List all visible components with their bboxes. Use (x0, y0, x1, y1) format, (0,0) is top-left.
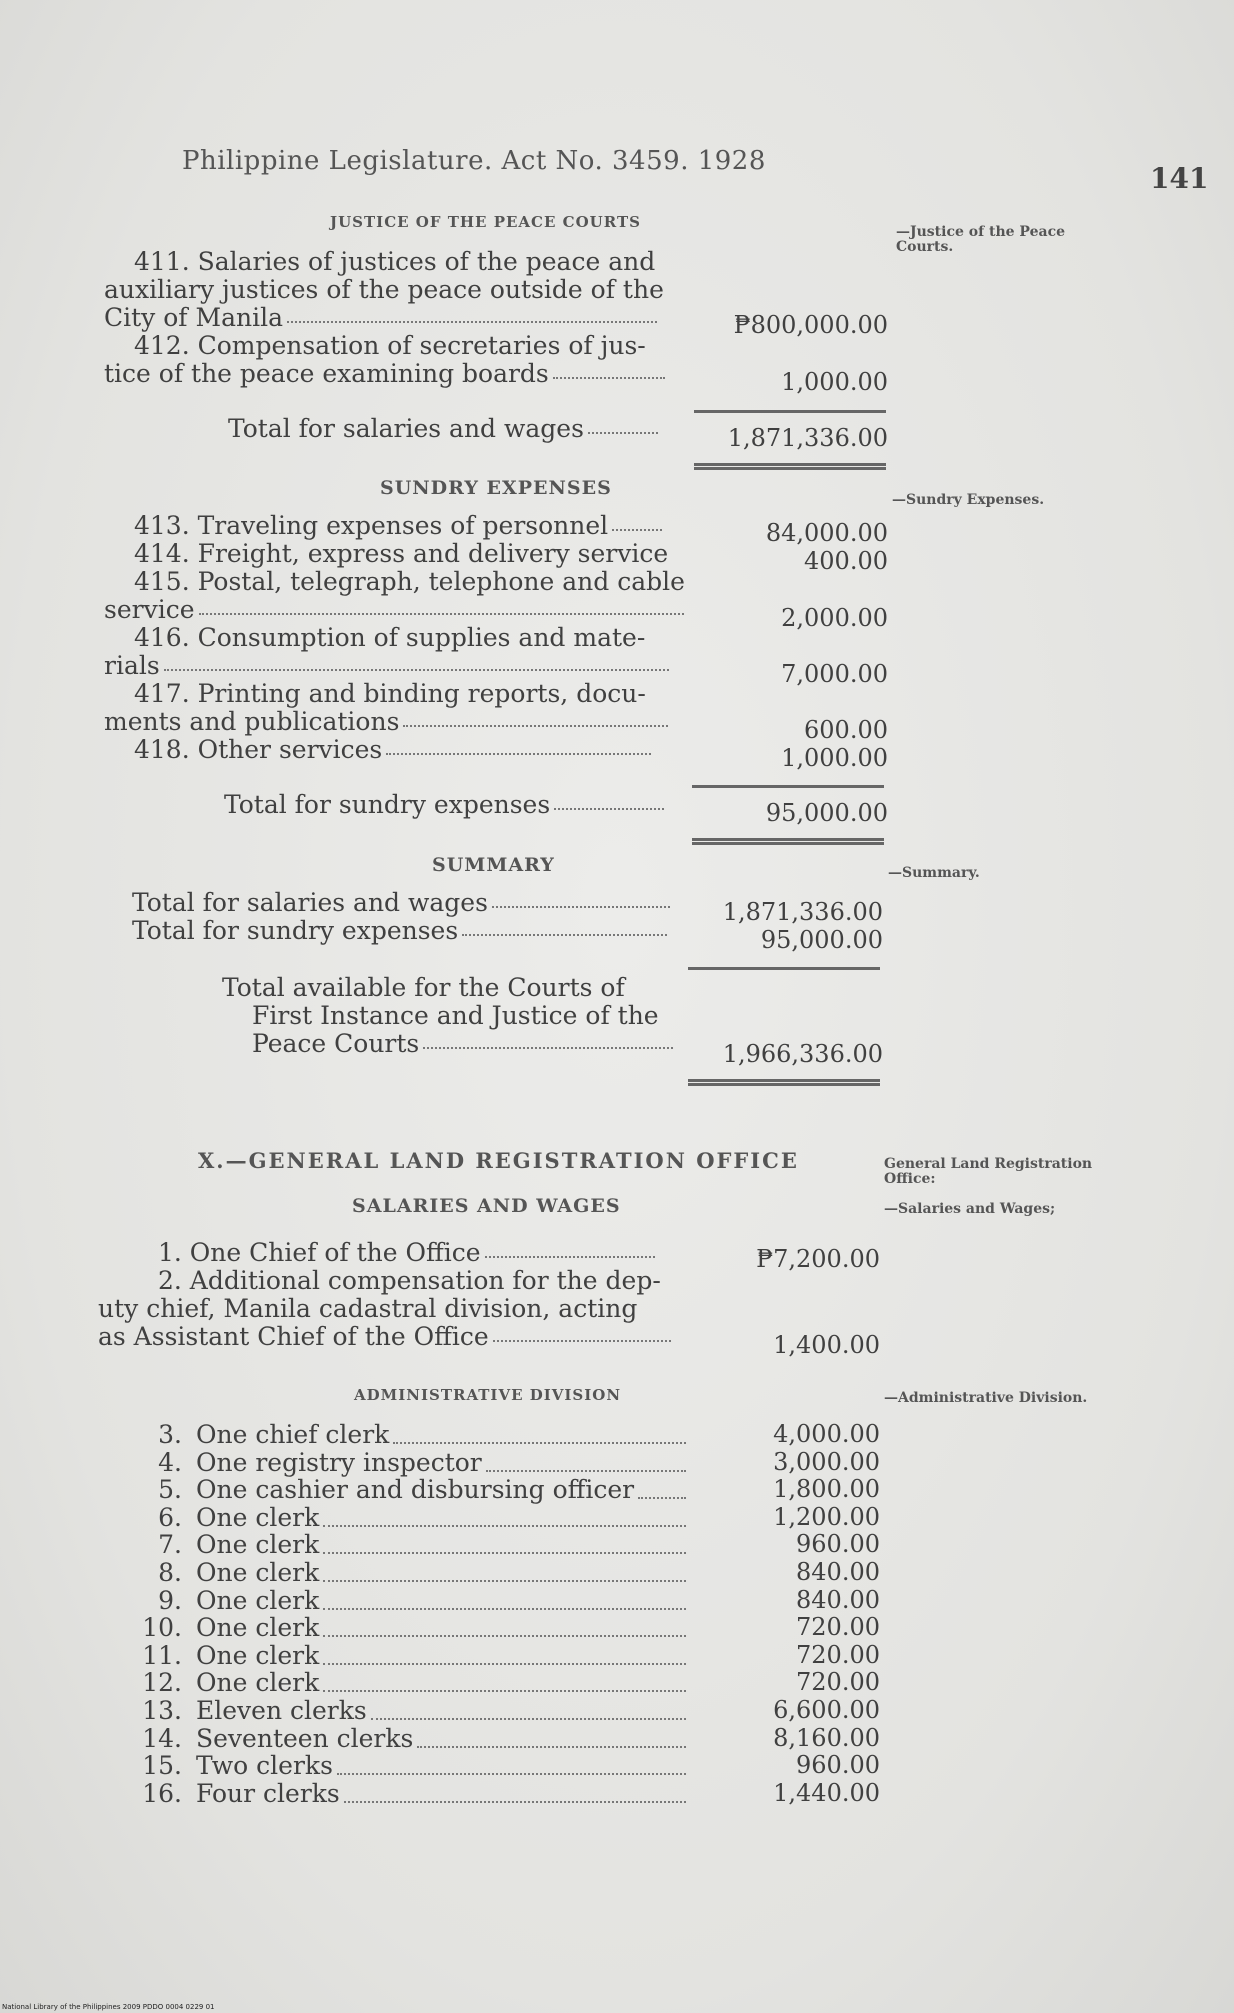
margin-note-administrative: —Administrative Division. (884, 1390, 1088, 1406)
item-415-line1: 415. Postal, telegraph, telephone and cable (134, 567, 685, 596)
item-416-amount: 7,000.00 (781, 660, 888, 688)
item-number: 5. (158, 1475, 182, 1504)
item-number: 16. (142, 1779, 182, 1808)
dot-leader (371, 1714, 686, 1720)
item-label: Seventeen clerks (196, 1724, 414, 1753)
item-label: One clerk (196, 1503, 320, 1532)
total-salaries-amount: 1,871,336.00 (727, 424, 888, 452)
section-heading-administrative: ADMINISTRATIVE DIVISION (354, 1386, 622, 1404)
total-salaries-label: Total for salaries and wages (228, 414, 658, 443)
item-number: 12. (142, 1668, 182, 1697)
item-label: One cashier and disbursing officer (196, 1475, 635, 1504)
page-header: Philippine Legislature. Act No. 3459. 1928 (182, 146, 766, 176)
item-number: 9. (158, 1586, 182, 1615)
item-number: 13. (142, 1696, 182, 1725)
item-amount: 720.00 (796, 1641, 880, 1669)
dot-leader (344, 1797, 686, 1803)
dot-leader (337, 1769, 686, 1775)
dot-leader (323, 1686, 686, 1692)
dot-leader (323, 1548, 686, 1554)
item-label: Eleven clerks (196, 1696, 367, 1725)
rule (692, 785, 884, 788)
item-1-amount: ₱7,200.00 (756, 1245, 880, 1273)
item-414: 414. Freight, express and delivery service (134, 539, 669, 568)
item-411-line1: 411. Salaries of justices of the peace and (134, 247, 656, 276)
total-available-line2: First Instance and Justice of the (252, 1001, 659, 1030)
total-available-line1: Total available for the Courts of (222, 973, 625, 1002)
section-heading-summary: SUMMARY (432, 854, 555, 876)
item-417-line2: ments and publications (104, 707, 668, 736)
item-number: 6. (158, 1503, 182, 1532)
dot-leader (486, 1466, 686, 1472)
total-sundry-amount: 95,000.00 (765, 799, 888, 827)
summary-sundry-label: Total for sundry expenses (132, 916, 667, 945)
item-number: 11. (142, 1641, 182, 1670)
section-heading-justice: JUSTICE OF THE PEACE COURTS (330, 213, 641, 231)
item-415-line2: service (104, 595, 684, 624)
item-number: 8. (158, 1558, 182, 1587)
item-417-line1: 417. Printing and binding reports, docu- (134, 679, 646, 708)
dot-leader (323, 1576, 686, 1582)
margin-note-glro: General Land Registration Office: (884, 1156, 1093, 1187)
item-418: 418. Other services (134, 735, 651, 764)
item-amount: 840.00 (796, 1558, 880, 1586)
item-number: 15. (142, 1751, 182, 1780)
item-1: 1. One Chief of the Office (158, 1238, 655, 1267)
item-label: One clerk (196, 1586, 320, 1615)
rule (688, 967, 880, 970)
total-sundry-label: Total for sundry expenses (224, 790, 664, 819)
item-label: One chief clerk (196, 1420, 390, 1449)
item-amount: 960.00 (796, 1530, 880, 1558)
item-amount: 840.00 (796, 1586, 880, 1614)
item-number: 14. (142, 1724, 182, 1753)
footer-caption: National Library of the Philippines 2009 PDDO 0004 0229 01 (2, 2003, 215, 2011)
item-label: One registry inspector (196, 1448, 482, 1477)
dot-leader (393, 1438, 686, 1444)
item-label: One clerk (196, 1641, 320, 1670)
item-417-amount: 600.00 (804, 716, 888, 744)
item-amount: 960.00 (796, 1751, 880, 1779)
double-rule (694, 463, 886, 470)
item-amount: 8,160.00 (773, 1724, 880, 1752)
item-amount: 720.00 (796, 1613, 880, 1641)
item-411-line2: auxiliary justices of the peace outside of the (104, 275, 664, 304)
item-amount: 6,600.00 (773, 1696, 880, 1724)
item-411-amount: ₱800,000.00 (733, 311, 888, 339)
item-416-line1: 416. Consumption of supplies and mate- (134, 623, 646, 652)
section-heading-glro: X.—GENERAL LAND REGISTRATION OFFICE (198, 1148, 799, 1173)
rule (694, 410, 886, 413)
item-label: One clerk (196, 1558, 320, 1587)
item-413-amount: 84,000.00 (765, 519, 888, 547)
item-amount: 720.00 (796, 1668, 880, 1696)
item-label: Two clerks (196, 1751, 333, 1780)
item-415-amount: 2,000.00 (781, 604, 888, 632)
item-418-amount: 1,000.00 (781, 744, 888, 772)
item-412-line2: tice of the peace examining boards (104, 359, 665, 388)
summary-sundry-amount: 95,000.00 (760, 926, 883, 954)
item-number: 7. (158, 1530, 182, 1559)
margin-note-salaries-wages: —Salaries and Wages; (884, 1201, 1056, 1217)
item-412-line1: 412. Compensation of secretaries of jus- (134, 331, 646, 360)
item-amount: 1,440.00 (773, 1779, 880, 1807)
item-amount: 1,800.00 (773, 1475, 880, 1503)
dot-leader (323, 1631, 686, 1637)
item-2-line1: 2. Additional compensation for the dep- (158, 1266, 661, 1295)
item-amount: 4,000.00 (773, 1420, 880, 1448)
item-label: One clerk (196, 1613, 320, 1642)
item-label: One clerk (196, 1530, 320, 1559)
item-412-amount: 1,000.00 (781, 368, 888, 396)
dot-leader (323, 1521, 686, 1527)
item-number: 4. (158, 1448, 182, 1477)
dot-leader (417, 1742, 686, 1748)
total-available-amount: 1,966,336.00 (722, 1040, 883, 1068)
page-number: 141 (1150, 162, 1209, 195)
section-heading-sundry: SUNDRY EXPENSES (380, 477, 612, 499)
summary-salaries-label: Total for salaries and wages (132, 888, 670, 917)
margin-note-summary: —Summary. (888, 865, 980, 881)
item-414-amount: 400.00 (804, 547, 888, 575)
item-411-line3: City of Manila (104, 303, 657, 332)
dot-leader (638, 1493, 686, 1499)
double-rule (692, 838, 884, 845)
item-2-line3: as Assistant Chief of the Office (98, 1322, 671, 1351)
total-available-line3: Peace Courts (252, 1029, 673, 1058)
item-2-line2: uty chief, Manila cadastral division, acting (98, 1294, 638, 1323)
item-label: Four clerks (196, 1779, 340, 1808)
item-number: 3. (158, 1420, 182, 1449)
double-rule (688, 1079, 880, 1086)
summary-salaries-amount: 1,871,336.00 (722, 898, 883, 926)
dot-leader (323, 1659, 686, 1665)
item-label: One clerk (196, 1668, 320, 1697)
item-416-line2: rials (104, 651, 669, 680)
margin-note-sundry: —Sundry Expenses. (892, 492, 1045, 508)
item-number: 10. (142, 1613, 182, 1642)
item-amount: 1,200.00 (773, 1503, 880, 1531)
item-amount: 3,000.00 (773, 1448, 880, 1476)
section-heading-salaries-wages: SALARIES AND WAGES (352, 1195, 621, 1217)
margin-note-justice: —Justice of the Peace Courts. (896, 224, 1065, 255)
item-413: 413. Traveling expenses of personnel (134, 511, 662, 540)
dot-leader (323, 1604, 686, 1610)
item-2-amount: 1,400.00 (773, 1331, 880, 1359)
